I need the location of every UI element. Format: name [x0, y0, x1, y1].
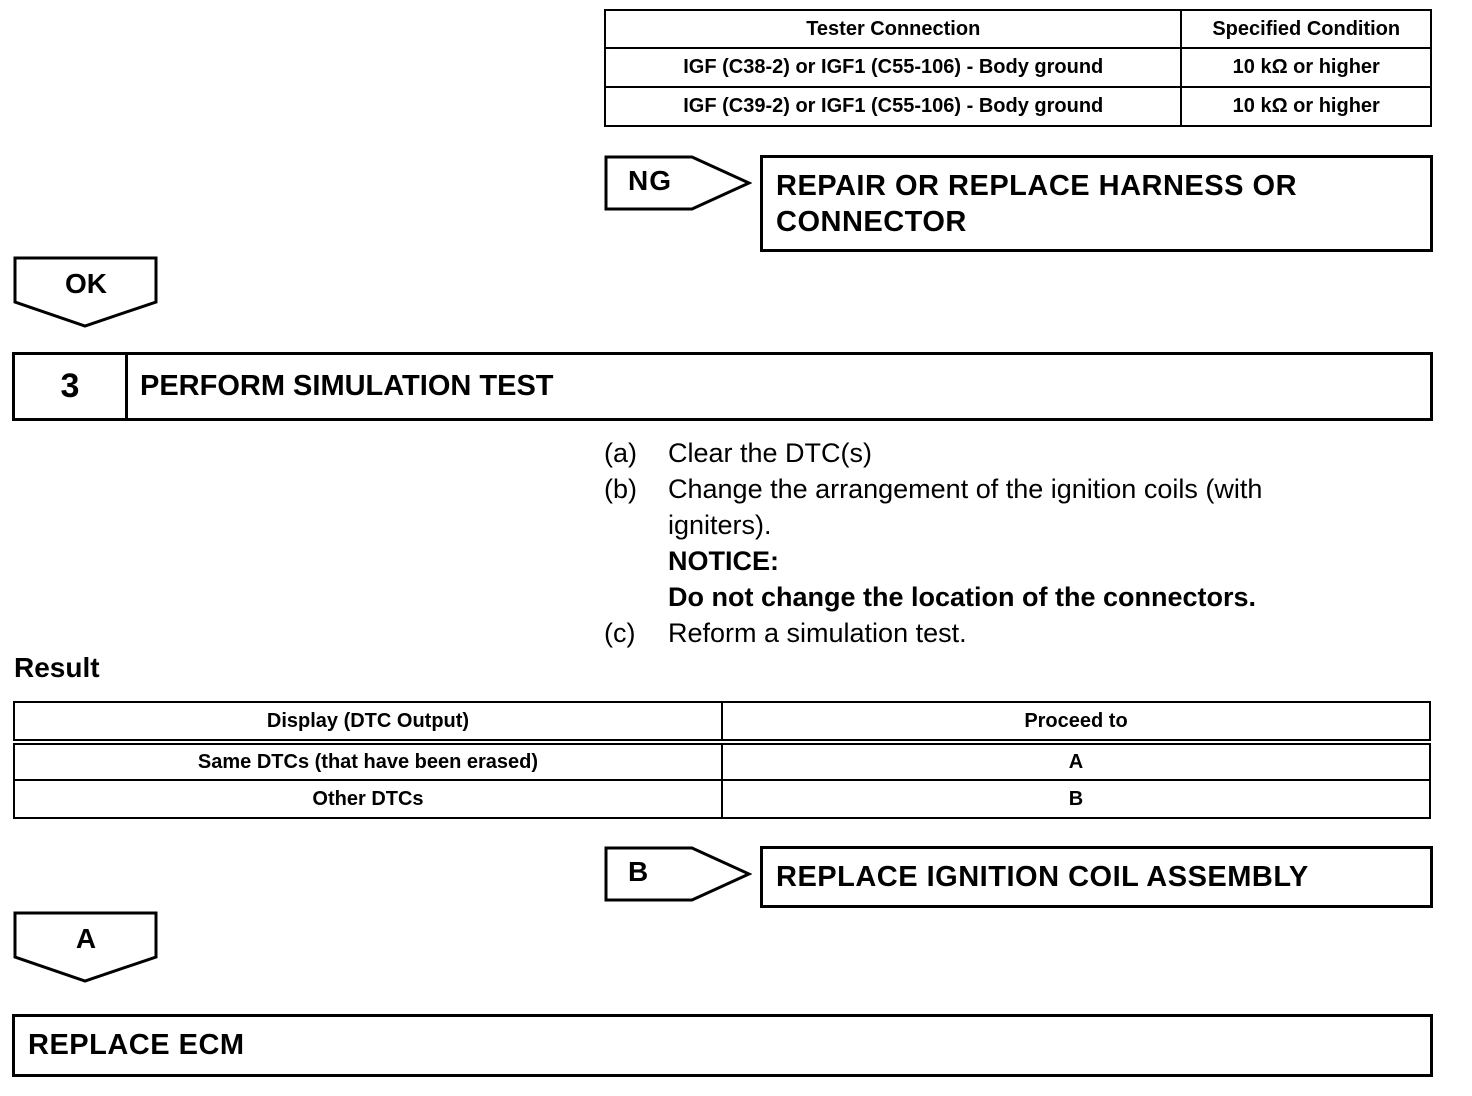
b-label: B — [628, 856, 650, 887]
a-label: A — [75, 923, 97, 954]
ng-action-box — [760, 155, 1433, 252]
table-row — [14, 780, 1430, 818]
ok-label: OK — [65, 268, 107, 299]
table-row-cell: IGF (C38-2) or IGF1 (C55-106) - Body ground — [605, 48, 1181, 87]
step-text-a: Clear the DTC(s) — [668, 438, 873, 468]
table-cell: A — [722, 742, 1430, 780]
table-cell: Same DTCs (that have been erased) — [14, 742, 722, 780]
final-action-box — [12, 1014, 1433, 1077]
final-action-text: REPLACE ECM — [28, 1029, 245, 1061]
table-row-cell: 10 kΩ or higher — [1181, 87, 1431, 126]
right-arrow-shape-icon — [604, 846, 752, 902]
header-tester-connection: Tester Connection — [605, 10, 1181, 48]
list-item — [604, 435, 1434, 471]
list-item — [604, 471, 1434, 615]
table-cell: Other DTCs — [14, 780, 722, 818]
procedure-list — [604, 435, 1434, 651]
result-heading: Result — [14, 652, 100, 683]
b-action-box — [760, 846, 1433, 908]
notice-label: NOTICE: — [668, 546, 779, 576]
b-arrow-tag — [604, 846, 752, 902]
a-chevron — [13, 911, 159, 984]
step-marker-c: (c) — [604, 618, 636, 648]
step-text-b-line1: Change the arrangement of the ignition coils (with — [668, 474, 1263, 504]
list-item — [604, 615, 1434, 651]
header-specified-condition: Specified Condition — [1181, 10, 1431, 48]
table-cell: B — [722, 780, 1430, 818]
ng-action-line2: CONNECTOR — [776, 206, 967, 238]
resistance-spec-table — [604, 9, 1432, 127]
b-action-text: REPLACE IGNITION COIL ASSEMBLY — [776, 861, 1309, 893]
ng-action-line1: REPAIR OR REPLACE HARNESS OR — [776, 170, 1298, 202]
step-number: 3 — [15, 355, 128, 418]
step-text-b-line2: igniters). — [668, 510, 772, 540]
step-marker-a: (a) — [604, 438, 637, 468]
table-row — [14, 742, 1430, 780]
ng-arrow-tag — [604, 155, 752, 211]
header-proceed-to: Proceed to — [722, 702, 1430, 742]
step-text-c: Reform a simulation test. — [668, 618, 967, 648]
table-row-cell: 10 kΩ or higher — [1181, 48, 1431, 87]
header-display-dtc-output: Display (DTC Output) — [14, 702, 722, 742]
step-marker-b: (b) — [604, 474, 637, 504]
right-arrow-shape-icon — [604, 155, 752, 211]
step-3-header — [12, 352, 1433, 421]
step-title: PERFORM SIMULATION TEST — [140, 370, 554, 402]
notice-text: Do not change the location of the connectors. — [668, 582, 1257, 612]
table-row-cell: IGF (C39-2) or IGF1 (C55-106) - Body ground — [605, 87, 1181, 126]
ng-label: NG — [628, 165, 672, 196]
result-table — [13, 701, 1431, 819]
ok-chevron — [13, 256, 159, 329]
